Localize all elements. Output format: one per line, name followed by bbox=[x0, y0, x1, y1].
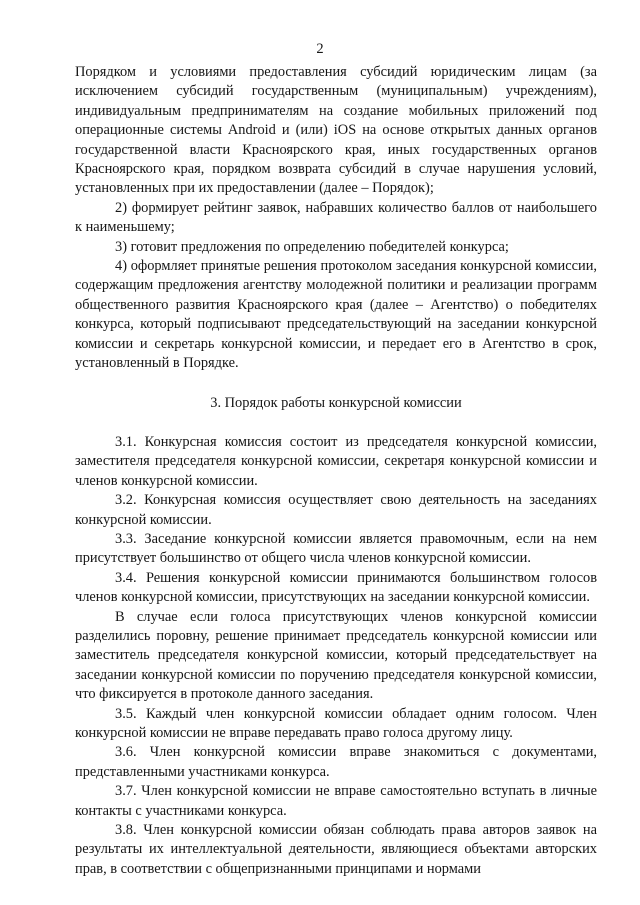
paragraph-3-2: 3.2. Конкурсная комиссия осуществляет свою деятельность на заседаниях конкурсной комиссии. bbox=[75, 492, 597, 528]
paragraph-item-2: 2) формирует рейтинг заявок, набравших количество баллов от наибольшего к наименьшему; bbox=[75, 199, 597, 236]
paragraph-item-3: 3) готовит предложения по определению победителей конкурса; bbox=[115, 238, 509, 255]
paragraph-3-7: 3.7. Член конкурсной комиссии не вправе самостоятельно вступать в личные контакты с участниками конкурса. bbox=[75, 783, 597, 819]
paragraph-3-6: 3.6. Член конкурсной комиссии вправе знакомиться с документами, представленными участниками конкурса. bbox=[75, 744, 597, 780]
paragraph-continuation: Порядком и условиями предоставления субсидий юридическим лицам (за исключением субсидий государственным (муниципальным) учреждениям), индивидуальным предпринимателям на создание мобильных приложений под операционные системы Android и (или) iOS на основе открытых данных органов государственной власти Красноярского края, иных государственных органов Красноярского края, порядком возврата субсидий в случае нарушения условий, установленных при их предоставлении (далее – Порядок); bbox=[75, 64, 597, 197]
paragraph-3-4: 3.4. Решения конкурсной комиссии принимаются большинством голосов членов конкурсной комиссии, присутствующих на заседании конкурсной комиссии. bbox=[75, 569, 597, 606]
paragraph-3-8: 3.8. Член конкурсной комиссии обязан соблюдать права авторов заявок на результаты их интеллектуальной деятельности, являющиеся объектами авторских прав, в соответствии с общепризнанными принципами и нормами bbox=[75, 822, 597, 877]
paragraph-item-4: 4) оформляет принятые решения протоколом заседания конкурсной комиссии, содержащим предложения агентству молодежной политики и реализации программ общественного развития Красноярского края (далее – Агентство) о победителях конкурса, который подписывают председательствующий на заседании конкурсной комиссии и секретарь конкурсной комиссии, и передает его в Агентство в срок, установленный в Порядке. bbox=[75, 258, 597, 372]
paragraph-3-1: 3.1. Конкурсная комиссия состоит из председателя конкурсной комиссии, заместителя председателя конкурсной комиссии, секретаря конкурсной комиссии и членов конкурсной комиссии. bbox=[75, 433, 597, 489]
document-body bbox=[75, 63, 597, 879]
paragraph-3-5: 3.5. Каждый член конкурсной комиссии обладает одним голосом. Член конкурсной комиссии не вправе передавать право голоса другому лицу. bbox=[75, 705, 597, 741]
section-title: 3. Порядок работы конкурсной комиссии bbox=[210, 394, 462, 411]
page-number: 2 bbox=[316, 41, 324, 57]
paragraph-3-3: 3.3. Заседание конкурсной комиссии является правомочным, если на нем присутствует большинство от общего числа членов конкурсной комиссии. bbox=[75, 530, 597, 567]
paragraph-3-4-tie: В случае если голоса присутствующих членов конкурсной комиссии разделились поровну, решение принимает председатель конкурсной комиссии или заместитель председателя конкурсной комиссии, который председательствует на заседании конкурсной комиссии по поручению председателя конкурсной комиссии, что фиксируется в протоколе данного заседания. bbox=[75, 608, 597, 703]
